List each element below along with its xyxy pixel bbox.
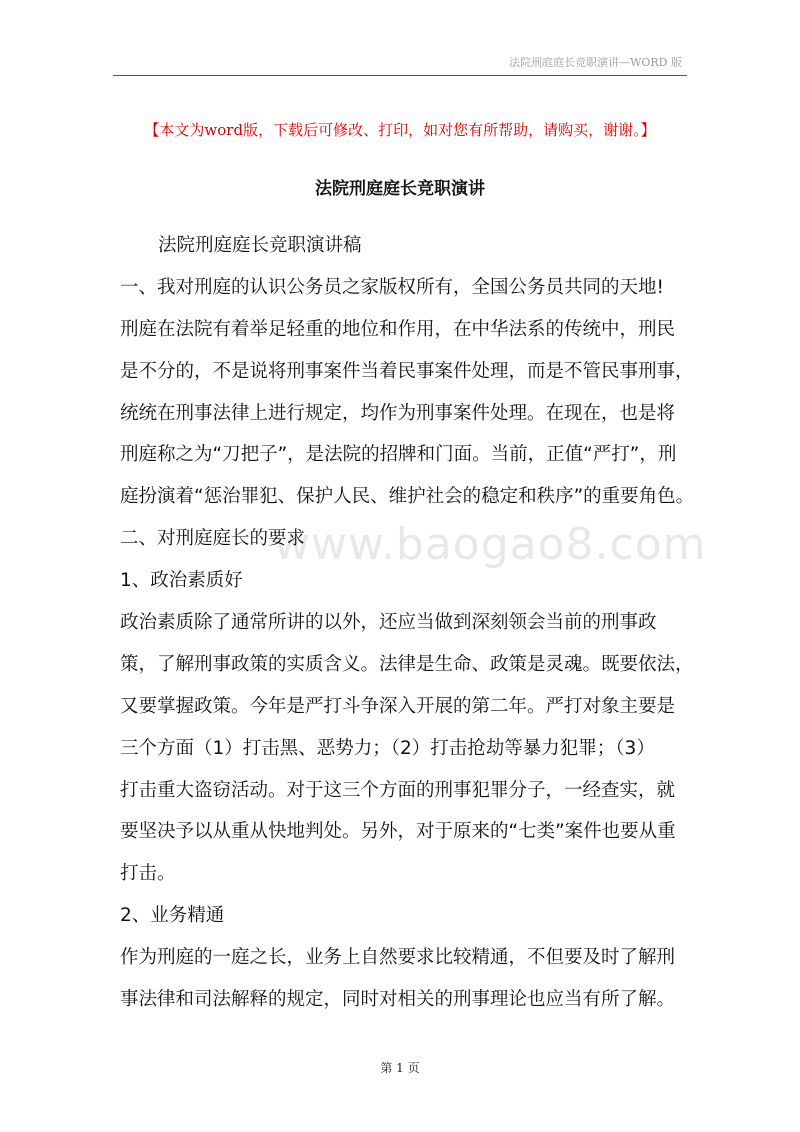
body-line: 二、对刑庭庭长的要求 [120,528,306,550]
document-body [120,232,695,1028]
body-line: 事法律和司法解释的规定，同时对相关的刑事理论也应当有所了解。 [120,989,676,1011]
body-line: 打击重大盗窃活动。对于这三个方面的刑事犯罪分子，一经查实，就 [120,779,676,801]
body-line: 三个方面（1）打击黑、恶势力；（2）打击抢劫等暴力犯罪；（3） [120,737,655,759]
body-line: 策，了解刑事政策的实质含义。法律是生命、政策是灵魂。既要依法， [120,653,694,675]
body-line: 统统在刑事法律上进行规定，均作为刑事案件处理。在现在，也是将 [120,402,676,424]
header-text: 法院刑庭庭长竞职演讲—WORD 版 [509,56,682,69]
document-title: 法院刑庭庭长竞职演讲 [315,179,485,199]
body-line: 一、我对刑庭的认识公务员之家版权所有，全国公务员共同的天地! [120,276,664,298]
body-line: 庭扮演着“惩治罪犯、保护人民、维护社会的稳定和秩序”的重要角色。 [120,486,695,508]
page-number: 第 1 页 [380,1061,420,1075]
body-line: 法院刑庭庭长竞职演讲稿 [158,235,362,256]
body-line: 1、政治素质好 [120,570,243,592]
body-line: 要坚决予以从重从快地判处。另外，对于原来的“七类”案件也要从重 [120,821,676,843]
body-line: 又要掌握政策。今年是严打斗争深入开展的第二年。严打对象主要是 [120,695,676,717]
body-line: 是不分的，不是说将刑事案件当着民事案件处理，而是不管民事刑事， [120,360,694,382]
body-line: 打击。 [120,863,176,885]
purchase-notice: 【本文为word版，下载后可修改、打印，如对您有所帮助，请购买，谢谢。】 [144,121,656,139]
body-line: 政治素质除了通常所讲的以外，还应当做到深刻领会当前的刑事政 [120,612,657,634]
body-line: 2、业务精通 [120,905,225,927]
body-line: 刑庭在法院有着举足轻重的地位和作用，在中华法系的传统中，刑民 [120,318,676,340]
watermark-text: www.baogao8.com [274,519,707,570]
body-line: 作为刑庭的一庭之长，业务上自然要求比较精通，不但要及时了解刑 [120,947,676,969]
header-divider [113,75,687,76]
body-line: 刑庭称之为“刀把子”，是法院的招牌和门面。当前，正值“严打”，刑 [120,444,677,466]
